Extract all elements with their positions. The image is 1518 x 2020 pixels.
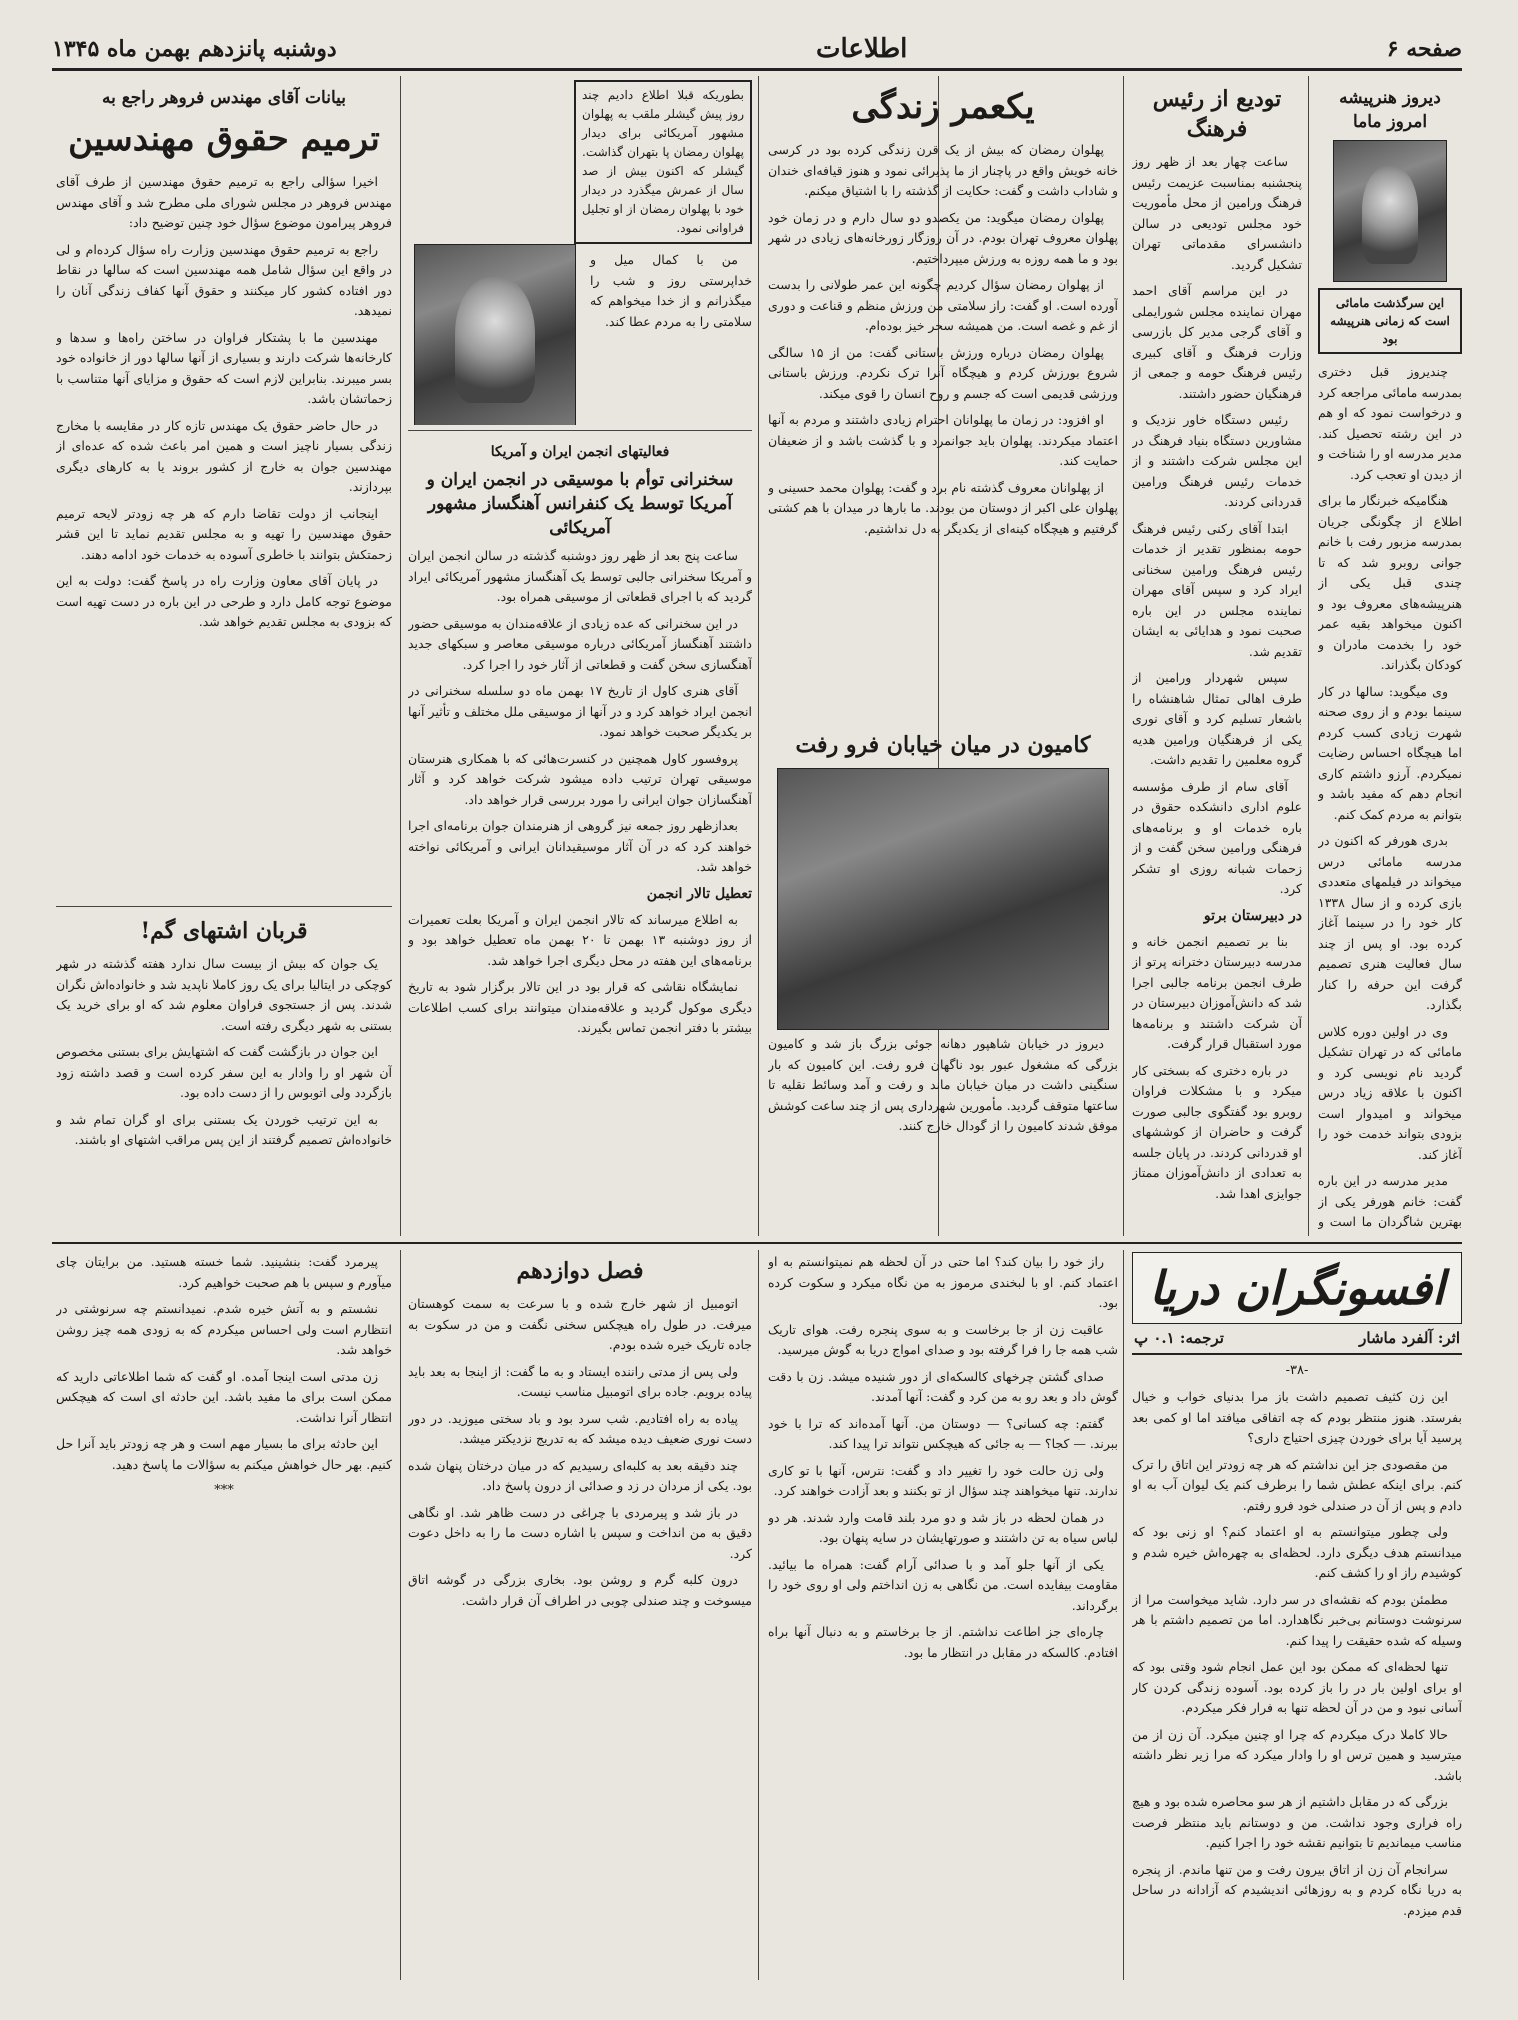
article-lifetime <box>768 80 1118 760</box>
page-number: صفحه ۶ <box>1386 36 1462 62</box>
paragraph: این جوان در بازگشت گفت که اشتهایش برای بستنی مخصوص آن شهر او را وادار به این سفر کرده است و قصد داشته زود بازگردد ولی اتوبوس را از دست داده بود. <box>56 1044 392 1100</box>
paragraph: اینجانب از دولت تقاضا دارم که هر چه زودتر لایحه ترمیم حقوق مهندسین را تهیه و به مجلس تقدیم نماید تا این قشر زحمتکش بتوانند با خاطری آسوده به خدمات خود ادامه دهند. <box>56 505 392 562</box>
subheading: در دبیرستان برتو <box>1203 907 1302 924</box>
paragraph: صدای گشتن چرخهای کالسکه‌ای از دور شنیده میشد. زن با دقت گوش داد و بعد رو به من کرد و گفت: آنها آمدند. <box>768 1368 1118 1404</box>
section-rule <box>56 906 392 907</box>
paragraph: در حال حاضر حقوق یک مهندس تازه کار در مقایسه با مخارج زندگی بسیار ناچیز است و همین امر باعث شده که عده‌ای از مهندسین جوان به خارج از کشور بروند یا به کارهای دیگری بپردازند. <box>56 417 392 494</box>
paragraph: در باز شد و پیرمردی با چراغی در دست ظاهر شد. او نگاهی دقیق به من انداخت و سپس با اشاره دست ما را به داخل دعوت کرد. <box>408 1504 752 1561</box>
serial-translator: ترجمه: ۰.۱ پ <box>1134 1329 1224 1347</box>
article-kicker: بیانات آقای مهندس فروهر راجع به <box>101 88 347 108</box>
article-title: سخنرانی توأم با موسیقی در انجمن ایران و آمریکا توسط یک کنفرانس آهنگساز مشهور آمریکائی <box>426 470 734 538</box>
serial-middle-column <box>768 1252 1118 1978</box>
paragraph: بدری هورفر که اکنون در مدرسه مامائی درس میخواند در فیلمهای متعددی بازی کرده و از سال ۱۳۳۸ کار خود را در سینما آغاز کرده بود. او پس از چند سال فعالیت هنری تصمیم گرفت این حرفه را کنار بگذارد. <box>1318 833 1462 1012</box>
paragraph: ابتدا آقای رکنی رئیس فرهنگ حومه بمنظور تقدیر از خدمات رئیس فرهنگ ورامین سخنانی ایراد کرد و سپس آقای مهران نماینده مجلس در این باره صحبت نمود و هدایائی به ایشان تقدیم شد. <box>1132 520 1302 659</box>
paragraph: پیرمرد گفت: بنشینید. شما خسته هستید. من برایتان چای میآورم و سپس با هم صحبت خواهیم کرد. <box>56 1254 392 1290</box>
column-rule <box>758 1250 759 1980</box>
issue-date: دوشنبه پانزدهم بهمن ماه ۱۳۴۵ <box>52 36 337 62</box>
paragraph: بنا بر تصمیم انجمن خانه و مدرسه دبیرستان دخترانه پرتو از طرف انجمن برنامه جالبی اجرا شد که دانش‌آموزان دبیرستان در آن شرکت داشتند و برنامه‌ها مورد استقبال قرار گرفت. <box>1132 933 1302 1051</box>
article-title: ترمیم حقوق مهندسین <box>68 119 380 159</box>
column-rule <box>400 76 401 1236</box>
article-title: یکعمر زندگی <box>851 87 1035 127</box>
article-lost-appetite <box>56 912 392 1232</box>
article-title: کامیون در میان خیابان فرو رفت <box>795 732 1091 758</box>
paragraph: این زن کثیف تصمیم داشت باز مرا بدنیای خواب و خیال بفرستد. هنوز منتظر بودم که چه اتفاقی میافتد اما او کمی بعد پرسید آیا برای خوردن چیزی احتیاج داری؟ <box>1132 1389 1462 1445</box>
paragraph: در این سخنرانی که عده زیادی از علاقه‌مندان به موسیقی حضور داشتند آهنگساز آمریکائی درباره موسیقی معاصر و سبکهای جدید آهنگسازی سخن گفت و قطعاتی از آثار خود را اجرا کرد. <box>408 615 752 672</box>
paragraph: نشستم و به آتش خیره شدم. نمیدانستم چه سرنوشتی در انتظارم است ولی احساس میکردم که به زودی همه چیز روشن خواهد شد. <box>56 1301 392 1357</box>
paragraph: به اطلاع میرساند که تالار انجمن ایران و آمریکا بعلت تعمیرات از روز دوشنبه ۱۳ بهمن تا ۲۰ بهمن ماه تعطیل خواهد بود و برنامه‌های این هفته در محل دیگری اجرا خواهد شد. <box>408 911 752 968</box>
masthead <box>52 30 1462 71</box>
paragraph: پیاده به راه افتادیم. شب سرد بود و باد سختی میوزید. در دور دست نوری ضعیف دیده میشد که به تدریج نزدیکتر میشد. <box>408 1410 752 1446</box>
paragraph: حالا کاملا درک میکردم که چرا او چنین میکرد. آن زن از من میترسید و همین ترس او را وادار میکرد که مرا زیر نظر داشته باشد. <box>1132 1726 1462 1783</box>
paragraph: ولی پس از مدتی راننده ایستاد و به ما گفت: از اینجا به بعد باید پیاده برویم. جاده برای اتومبیل مناسب نیست. <box>408 1363 752 1399</box>
paragraph: این حادثه برای ما بسیار مهم است و هر چه زودتر باید آنرا حل کنیم. بهر حال خواهش میکنم به سؤالات ما پاسخ دهید. <box>56 1436 392 1472</box>
paragraph: پروفسور کاول همچنین در کنسرت‌هائی که با همکاری هنرستان موسیقی تهران ترتیب داده میشود شرکت خواهد کرد و آثار آهنگسازان جوان ایرانی را مورد بررسی قرار خواهد داد. <box>408 750 752 807</box>
paragraph: بزرگی که در مقابل داشتیم از هر سو محاصره شده بود و هیچ راه فراری وجود نداشت. من و دوستانم باید منتظر فرصت مناسب میماندیم تا بتوانیم نقشه خود را اجرا کنیم. <box>1132 1794 1462 1850</box>
paragraph: آقای هنری کاول از تاریخ ۱۷ بهمن ماه دو سلسله سخنرانی در انجمن ایراد خواهد کرد و در آنها از موسیقی ملل مختلف و تأثیر آنها بر یکدیگر صحبت خواهد نمود. <box>408 683 752 739</box>
paragraph: وی در اولین دوره کلاس مامائی که در تهران تشکیل گردید نام نویسی کرد و اکنون با علاقه زیاد درس میخواند و امیدوار است بزودی بتواند خدمت خود را آغاز کند. <box>1318 1023 1462 1162</box>
paragraph: ولی زن حالت خود را تغییر داد و گفت: نترس، آنها با تو کاری ندارند. تنها میخواهند چند سؤال از تو بکنند و بعد آزادت خواهند کرد. <box>768 1462 1118 1498</box>
paragraph: گفتم: چه کسانی؟ — دوستان من. آنها آمده‌اند که ترا با خود ببرند. — کجا؟ — به جائی که هیچکس نتواند ترا پیدا کند. <box>768 1415 1118 1451</box>
paragraph: چند دقیقه بعد به کلبه‌ای رسیدیم که در میان درختان پنهان شده بود. یکی از مردان در زد و صدائی از درون پاسخ داد. <box>408 1457 752 1493</box>
paragraph: راجع به ترمیم حقوق مهندسین وزارت راه سؤال کرده‌ام و لی در واقع این سؤال شامل همه مهندسین است که سالها در نقاط دور افتاده کشور کار میکنند و حقوق آنها کفاف زندگی آنان را نمیدهد. <box>56 241 392 318</box>
paragraph: مطمئن بودم که نقشه‌ای در سر دارد. شاید میخواست مرا از سرنوشت دوستانم بی‌خبر نگاهدارد. اما من تصمیم داشتم با هر وسیله که شده حقیقت را پیدا کنم. <box>1132 1591 1462 1648</box>
paragraph: نمایشگاه نقاشی که قرار بود در این تالار برگزار شود به تاریخ دیگری موکول گردید و علاقه‌مندان میتوانند برای کسب اطلاعات بیشتر با دفتر انجمن تماس بگیرند. <box>408 979 752 1035</box>
photo-story: دیروز در خیابان شاهپور دهانه جوئی بزرگ باز شد و کامیون بزرگی که مشغول عبور بود ناگهان فرو رفت. این کامیون که بار سنگینی داشت در میان خیابان ماند و رفت و آمد وسائط نقلیه تا ساعتها متوقف گردید. مأمورین شهرداری پس از چند ساعت کوشش موفق شدند کامیون را از گودال خارج کنند. <box>768 1036 1118 1133</box>
section-divider <box>52 1242 1462 1244</box>
paragraph: به این ترتیب خوردن یک بستنی برای او گران تمام شد و خانواده‌اش تصمیم گرفتند از این پس مراقب اشتهای او باشند. <box>56 1111 392 1147</box>
paragraph: سپس شهردار ورامین از طرف اهالی تمثال شاهنشاه را باشعار تسلیم کرد و آقای نوری یکی از فرهنگیان ورامین هدیه گروه معلمین را تقدیم داشت. <box>1132 670 1302 767</box>
column-rule <box>758 76 759 1236</box>
paragraph: مهندسین ما با پشتکار فراوان در ساختن راه‌ها و سدها و کارخانه‌ها شرکت دارند و بسیاری از آنها سالها دور از خانواده خود بسر میبرند. بنابراین لازم است که حقوق و مزایای آنها متناسب با زحماتشان باشد. <box>56 329 392 406</box>
paper-name: اطلاعات <box>816 34 908 64</box>
paragraph: او افزود: در زمان ما پهلوانان احترام زیادی داشتند و مردم به آنها اعتماد میکردند. پهلوان باید جوانمرد و با گذشت باشد و از ضعیفان حمایت کند. <box>768 412 1118 468</box>
paragraph: اتومبیل از شهر خارج شده و با سرعت به سمت کوهستان میرفت. در طول راه هیچکس سخنی نگفت و من در سکوت به جاده تاریک خیره شده بودم. <box>408 1296 752 1352</box>
paragraph: رئیس دستگاه خاور نزدیک و مشاورین دستگاه بنیاد فرهنگ در این مجلس شرکت داشتند و از خدمات رئیس فرهنگ ورامین قدردانی کردند. <box>1132 412 1302 509</box>
paragraph: سرانجام آن زن از اتاق بیرون رفت و من تنها ماندم. از پنجره به دریا نگاه کردم و به روزهائی اندیشیدم که آزادانه در ساحل قدم میزدم. <box>1132 1861 1462 1918</box>
paragraph: اخیرا سؤالی راجع به ترمیم حقوق مهندسین از طرف آقای مهندس فروهر در مجلس شورای ملی مطرح شد و آقای مهندس فروهر پیرامون موضوع سؤال خود چنین توضیح داد: <box>56 174 392 230</box>
paragraph: تنها لحظه‌ای که ممکن بود این عمل انجام شود وقتی بود که او برای اولین بار در را باز کرده بود. آسوده زندگی کردن کار آسانی نبود و من در آن لحظه تنها به فرار فکر میکردم. <box>1132 1659 1462 1715</box>
paragraph: یک جوان که بیش از بیست سال ندارد هفته گذشته در شهر کوچکی در ایتالیا برای یک روز کاملا ناپدید شد و خانواده‌اش نگران شدند. پس از جستجوی فراوان معلوم شد که او برای خرید یک بستنی به شهر دیگری رفته است. <box>56 956 392 1033</box>
paragraph: ساعت پنج بعد از ظهر روز دوشنبه گذشته در سالن انجمن ایران و آمریکا سخنرانی جالبی توسط یک آهنگساز مشهور آمریکائی ایراد گردید که با اجرای قطعاتی از موسیقی همراه بود. <box>408 548 752 604</box>
paragraph: عاقبت زن از جا برخاست و به سوی پنجره رفت. هوای تاریک شب همه جا را فرا گرفته بود و صدای امواج دریا به گوش میرسید. <box>768 1321 1118 1357</box>
paragraph: هنگامیکه خبرنگار ما برای اطلاع از چگونگی جریان بمدرسه مزبور رفت با خانم جوانی روبرو شد که تا چندی قبل یکی از هنرپیشه‌های معروف بود و اکنون میخواهد بقیه عمر خود را بخدمت مادران و کودکان بگذراند. <box>1318 493 1462 672</box>
paragraph: از پهلوانان معروف گذشته نام برد و گفت: پهلوان محمد حسینی و پهلوان علی اکبر از دوستان من بودند. ما بارها در میدان با هم کشتی گرفتیم و هیچگاه کینه‌ای از یکدیگر به دل نداشتیم. <box>768 479 1118 536</box>
paragraph: راز خود را بیان کند؟ اما حتی در آن لحظه هم نمیتوانستم به او اعتماد کنم. او با لبخندی مرموز به من نگاه میکرد و سکوت کرده بود. <box>768 1254 1118 1310</box>
portrait-photo <box>1333 140 1447 282</box>
serial-left-column <box>56 1252 392 1978</box>
chapter-title: فصل دوازدهم <box>516 1258 644 1284</box>
pahlavan-box-area <box>408 80 752 425</box>
paragraph: پهلوان رمضان که بیش از یک قرن زندگی کرده بود در کرسی خانه خویش واقع در پاچنار از ما پذیرائی نمود و هنوز قیافه‌ای خندان و شاداب داشت و گفت: حکایت از گذشته را با اشتیاق میکنم. <box>768 142 1118 198</box>
article-title: قربان اشتهای گم! <box>140 918 308 944</box>
paragraph: من با کمال میل و خداپرستی روز و شب را میگذرانم و از خدا میخواهم که سلامتی را به مردم عطا کند. <box>590 252 752 329</box>
paragraph: پهلوان رمضان میگوید: من یکصدو دو سال دارم و در زمان خود پهلوان معروف تهران بودم. در آن روزگار زورخانه‌های زیادی در شهر بود و ما همه روزه به ورزش میپرداختیم. <box>768 209 1118 266</box>
serial-chapter-column <box>408 1252 752 1978</box>
paragraph: از پهلوان رمضان سؤال کردیم چگونه این عمر طولانی را بدست آورده است. او گفت: راز سلامتی من ورزش منظم و قناعت و دوری از غم و غصه است. من همیشه سحر خیز بوده‌ام. <box>768 277 1118 333</box>
column-rule <box>1308 76 1309 1236</box>
paragraph: ساعت چهار بعد از ظهر روز پنجشنبه بمناسبت عزیمت رئیس فرهنگ ورامین از محل مأموریت خود مجلس تودیعی در سالن دانشسرای مقدماتی تهران تشکیل گردید. <box>1132 154 1302 272</box>
pahlavan-photo <box>414 244 576 425</box>
end-mark: *** <box>214 1483 234 1498</box>
paragraph: یکی از آنها جلو آمد و با صدائی آرام گفت: همراه ما بیائید. مقاومت بیفایده است. من نگاهی به زن انداختم ولی او روی خود را برگرداند. <box>768 1556 1118 1613</box>
boxed-story: بطوریکه قبلا اطلاع دادیم چند روز پیش گیشلر ملقب به پهلوان مشهور آمریکائی برای دیدار پهلوان رمضان پا بتهران گذاشت. گیشلر که اکنون بیش از صد سال از عمرش میگذرد در دیدار خود با پهلوان رمضان از او تجلیل فراوانی نمود. <box>574 80 752 244</box>
paragraph: وی میگوید: سالها در کار سینما بودم و از روی صحنه شهرت زیادی کسب کردم اما هیچگاه احساس رضایت نمیکردم. آرزو داشتم کاری انجام دهم که مفید باشد و بتوانم به مردم کمک کنم. <box>1318 683 1462 822</box>
article-farewell-culture-head <box>1132 80 1302 1232</box>
column-rule <box>1123 76 1124 1236</box>
article-title: دیروز هنرپیشه امروز ماما <box>1339 88 1441 132</box>
column-rule <box>1123 1250 1124 1980</box>
serial-credits <box>1132 1324 1462 1355</box>
paragraph: من مقصودی جز این نداشتم که هر چه زودتر این اتاق را ترک کنم. برای اینکه عطش شما را برطرف کنم یک لیوان آب به او دادم و پس از آن در صندلی خود فرو رفتم. <box>1132 1456 1462 1513</box>
paragraph: درون کلبه گرم و روشن بود. بخاری بزرگی در گوشه اتاق میسوخت و چند صندلی چوبی در اطراف آن قرار داشت. <box>408 1572 752 1608</box>
article-truck-accident <box>768 726 1118 1232</box>
article-title: تودیع از رئیس فرهنگ <box>1152 86 1282 142</box>
article-actress-midwife <box>1318 80 1462 1232</box>
paragraph: زن مدتی است اینجا آمده. او گفت که شما اطلاعاتی دارید که ممکن است برای ما مفید باشد. این حادثه ای است که هیچکس انتظار آنرا نداشت. <box>56 1368 392 1425</box>
serial-author: اثر: آلفرد ماشار <box>1359 1329 1460 1347</box>
paragraph: در پایان آقای معاون وزارت راه در پاسخ گفت: دولت به این موضوع توجه کامل دارد و طرحی در این باره در دست تهیه است که بزودی به مجلس تقدیم خواهد شد. <box>56 573 392 629</box>
paragraph: چندیروز قبل دختری بمدرسه مامائی مراجعه کرد و درخواست نمود که او هم در این رشته تحصیل کند. مدیر مدرسه او را شناخت و از دیدن او تعجب کرد. <box>1318 364 1462 482</box>
paragraph: مدیر مدرسه در این باره گفت: خانم هورفر یکی از بهترین شاگردان ما است و <box>1318 1173 1462 1229</box>
section-kicker: فعالیتهای انجمن ایران و آمریکا <box>490 444 670 460</box>
article-music-lecture <box>408 436 752 1232</box>
article-engineers-salary <box>56 80 392 900</box>
serial-title: افسونگران دریا <box>1132 1252 1462 1324</box>
installment-number: -۳۸- <box>1285 1362 1309 1378</box>
paragraph: چاره‌ای جز اطاعت نداشتم. از جا برخاستم و به دنبال آنها براه افتادم. کالسکه در مقابل در انتظار ما بود. <box>768 1624 1118 1660</box>
subheading: تعطیل تالار انجمن <box>646 885 752 902</box>
paragraph: ولی چطور میتوانستم به او اعتماد کنم؟ او زنی بود که میدانستم هدف دیگری دارد. لحظه‌ای به چهره‌اش خیره شدم و کوشیدم راز او را کشف کنم. <box>1132 1524 1462 1580</box>
paragraph: آقای سام از طرف مؤسسه علوم اداری دانشکده حقوق در باره خدمات او و برنامه‌های فرهنگی ورامین سخن گفت و از زحمات شبانه روزی او تشکر کرد. <box>1132 778 1302 896</box>
paragraph: بعدازظهر روز جمعه نیز گروهی از هنرمندان جوان برنامه‌ای اجرا خواهند کرد که در آن آثار موسیقیدانان ایرانی و آمریکائی نواخته خواهد شد. <box>408 818 752 874</box>
photo-caption: این سرگذشت مامائی است که زمانی هنرپیشه بود <box>1318 288 1462 354</box>
paragraph: پهلوان رمضان درباره ورزش باستانی گفت: من از ۱۵ سالگی شروع بورزش کردم و هیچگاه آنرا ترک نکردم. ورزش باستانی ورزشی قدیمی است که جسم و روح انسان را قوی میکند. <box>768 344 1118 401</box>
truck-photo <box>777 768 1109 1030</box>
paragraph: در همان لحظه در باز شد و دو مرد بلند قامت وارد شدند. هر دو لباس سیاه به تن داشتند و صورتهایشان در سایه پنهان بود. <box>768 1509 1118 1545</box>
paragraph: در این مراسم آقای احمد مهران نماینده مجلس شورایملی و آقای گرجی مدیر کل بازرسی وزارت فرهنگ و آقای کبیری رئیس فرهنگ حومه و جمعی از فرهنگیان حضور داشتند. <box>1132 283 1302 401</box>
paragraph: در باره دختری که بسختی کار میکرد و با مشکلات فراوان روبرو بود گفتگوی جالبی صورت گرفت و حاضران از کوششهای او قدردانی کردند. در پایان جلسه به تعدادی از دانش‌آموزان ممتاز جوایزی اهدا شد. <box>1132 1062 1302 1201</box>
column-rule <box>400 1250 401 1980</box>
section-rule <box>408 430 752 431</box>
serial-right-column <box>1132 1252 1462 1978</box>
